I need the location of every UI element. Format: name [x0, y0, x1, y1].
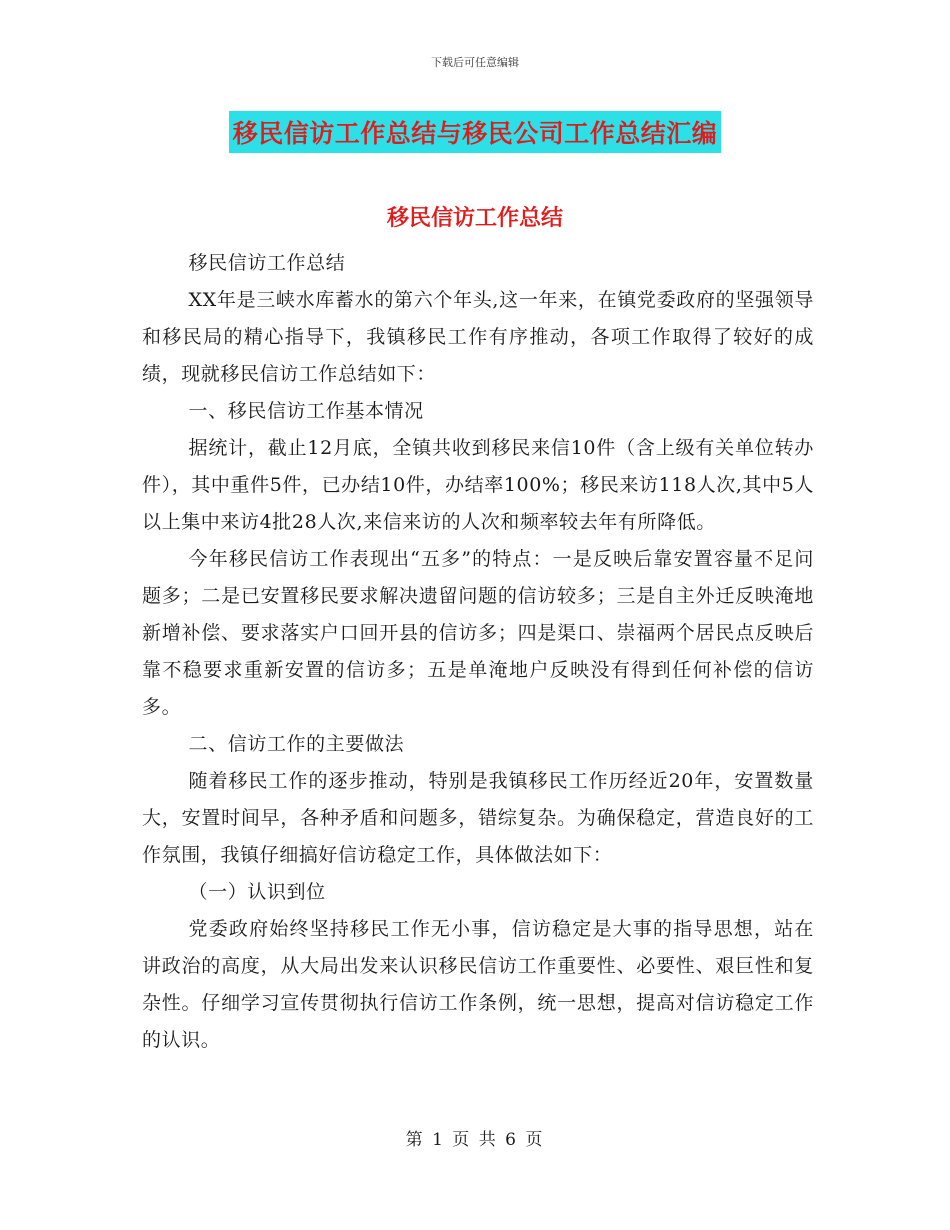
paragraph: 二、信访工作的主要做法: [188, 733, 405, 755]
paragraph: 移民信访工作总结: [188, 252, 346, 274]
main-title-wrap: [0, 111, 950, 153]
paragraph: 党委政府始终坚持移民工作无小事，信访稳定是大事的指导思想，站在讲政治的高度，从大局出发来认识移民信访工作重要性、必要性、艰巨性和复杂性。仔细学习宣传贯彻执行信访工作条例，统一思想，提高对信访稳定工作的认识。: [142, 918, 814, 1051]
document-title: 移民信访工作总结与移民公司工作总结汇编: [229, 111, 722, 153]
document-body: [142, 245, 814, 1059]
paragraph: （一）认识到位: [188, 881, 326, 903]
header-note: 下载后可任意编辑: [431, 56, 519, 69]
paragraph: 据统计，截止12月底，全镇共收到移民来信10件（含上级有关单位转办件），其中重件5件，已办结10件，办结率100%；移民来访118人次,其中5人以上集中来访4批28人次,来信来访的人次和频率较去年有所降低。: [142, 437, 814, 533]
paragraph: 一、移民信访工作基本情况: [188, 400, 424, 422]
page-footer: 第 1 页 共 6 页: [405, 1130, 545, 1150]
section-title: 移民信访工作总结: [386, 206, 563, 231]
paragraph: XX年是三峡水库蓄水的第六个年头,这一年来，在镇党委政府的坚强领导和移民局的精心指导下，我镇移民工作有序推动，各项工作取得了较好的成绩，现就移民信访工作总结如下：: [142, 289, 814, 385]
paragraph: 今年移民信访工作表现出“五多”的特点：一是反映后靠安置容量不足问题多；二是已安置移民要求解决遗留问题的信访较多；三是自主外迁反映淹地新增补偿、要求落实户口回开县的信访多；四是渠口、崇福两个居民点反映后靠不稳要求重新安置的信访多；五是单淹地户反映没有得到任何补偿的信访多。: [142, 548, 814, 718]
paragraph: 随着移民工作的逐步推动，特别是我镇移民工作历经近20年，安置数量大，安置时间早，各种矛盾和问题多，错综复杂。为确保稳定，营造良好的工作氛围，我镇仔细搞好信访稳定工作，具体做法如下：: [142, 770, 814, 866]
